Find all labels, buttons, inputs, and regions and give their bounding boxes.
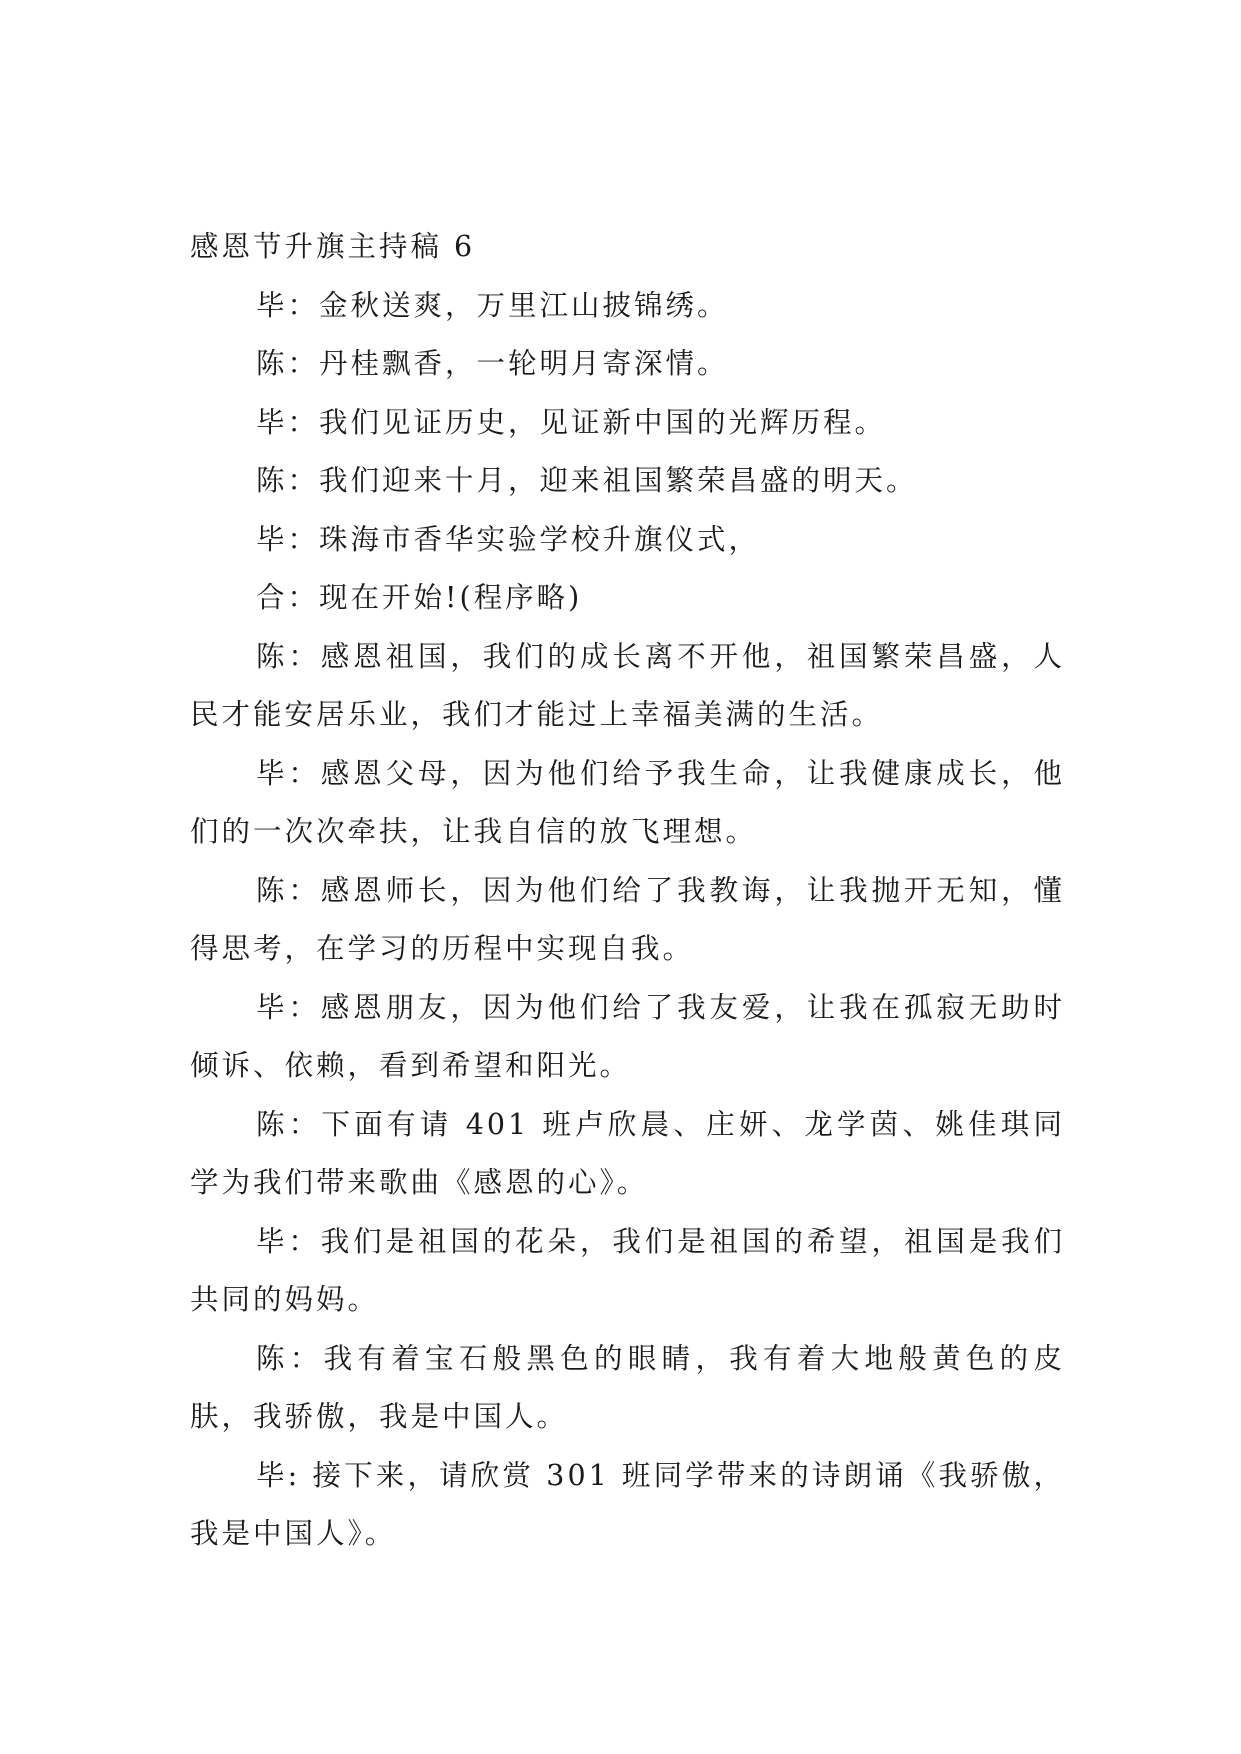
dialogue-paragraph: 毕：珠海市香华实验学校升旗仪式， <box>256 522 761 556</box>
dialogue-paragraph: 陈：下面有请 401 班卢欣晨、庄妍、龙学茵、姚佳琪同学为我们带来歌曲《感恩的心》。 <box>190 1107 1065 1199</box>
dialogue-paragraph: 合：现在开始!(程序略) <box>256 581 583 614</box>
dialogue-paragraph: 陈：我们迎来十月，迎来祖国繁荣昌盛的明天。 <box>256 464 918 497</box>
dialogue-paragraph: 陈：丹桂飘香，一轮明月寄深情。 <box>256 347 729 380</box>
dialogue-paragraph: 毕：感恩朋友，因为他们给了我友爱，让我在孤寂无助时倾诉、依赖，看到希望和阳光。 <box>190 990 1065 1082</box>
dialogue-paragraph: 陈：我有着宝石般黑色的眼睛，我有着大地般黄色的皮肤，我骄傲，我是中国人。 <box>190 1341 1065 1433</box>
document-title: 感恩节升旗主持稿 6 <box>190 230 476 263</box>
dialogue-paragraph: 毕：我们见证历史，见证新中国的光辉历程。 <box>256 405 887 439</box>
dialogue-paragraph: 毕: 接下来，请欣赏 301 班同学带来的诗朗诵《我骄傲，我是中国人》。 <box>190 1458 1065 1550</box>
dialogue-paragraph: 毕：金秋送爽，万里江山披锦绣。 <box>256 288 729 322</box>
dialogue-paragraph: 毕：我们是祖国的花朵，我们是祖国的希望，祖国是我们共同的妈妈。 <box>190 1224 1065 1316</box>
dialogue-paragraph: 毕：感恩父母，因为他们给予我生命，让我健康成长，他们的一次次牵扶，让我自信的放飞理想。 <box>190 756 1065 848</box>
document-body <box>190 218 1065 1564</box>
dialogue-paragraph: 陈：感恩祖国，我们的成长离不开他，祖国繁荣昌盛，人民才能安居乐业，我们才能过上幸福美满的生活。 <box>190 639 1065 731</box>
dialogue-paragraph: 陈：感恩师长，因为他们给了我教诲，让我抛开无知，懂得思考，在学习的历程中实现自我。 <box>190 873 1065 965</box>
